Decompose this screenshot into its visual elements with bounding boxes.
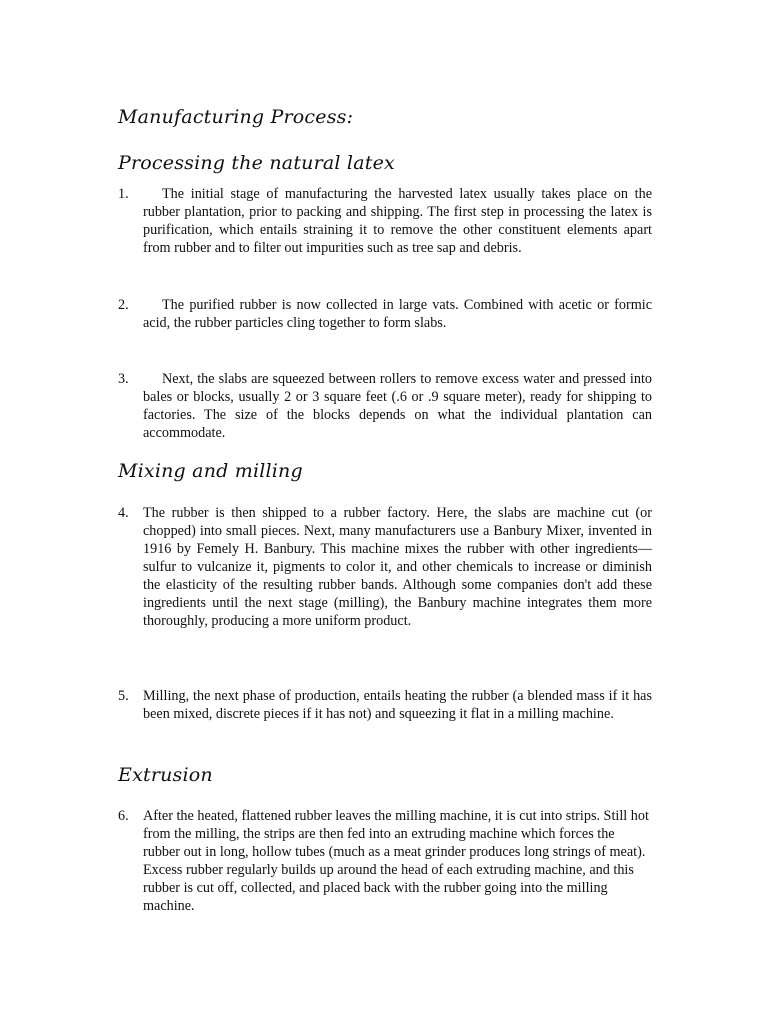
list-item-text: The rubber is then shipped to a rubber factory. Here, the slabs are machine cut (or chopped) into small pieces. Next, many manufacturers use a Banbury Mixer, invented in 1916 by Femely H. Banbury. This machine mixes the rubber with other ingredients—sulfur to vulcanize it, pigments to color it, and other chemicals to increase or diminish the elasticity of the resulting rubber bands. Although some companies don't add these ingredients until the next stage (milling), the Banbury machine integrates them more thoroughly, producing a more uniform product. [143,505,652,629]
list-item-number: 5. [118,688,129,704]
list-item-6 [118,807,652,915]
list-item-3 [118,370,652,442]
section-heading-processing: Processing the natural latex [118,152,395,174]
document-title: Manufacturing Process: [118,106,354,128]
list-item-text: The initial stage of manufacturing the harvested latex usually takes place on the rubber plantation, prior to packing and shipping. The first step in processing the latex is purification, which entails straining it to remove the other constituent elements apart from rubber and to filter out impurities such as tree sap and debris. [143,186,652,256]
list-item-1 [118,185,652,257]
list-item-text: The purified rubber is now collected in large vats. Combined with acetic or formic acid, the rubber particles cling together to form slabs. [143,297,652,331]
list-item-number: 6. [118,808,129,824]
list-item-number: 4. [118,505,129,521]
section-heading-extrusion: Extrusion [118,764,213,786]
list-item-text: Milling, the next phase of production, entails heating the rubber (a blended mass if it has been mixed, discrete pieces if it has not) and squeezing it flat in a milling machine. [143,688,652,722]
list-item-5 [118,687,652,723]
list-item-number: 3. [118,371,129,387]
section-heading-mixing: Mixing and milling [118,460,303,482]
list-item-number: 2. [118,297,129,313]
list-item-text: Next, the slabs are squeezed between rollers to remove excess water and pressed into bales or blocks, usually 2 or 3 square feet (.6 or .9 square meter), ready for shipping to factories. The size of the blocks depends on what the individual plantation can accommodate. [143,371,652,441]
list-item-text: After the heated, flattened rubber leaves the milling machine, it is cut into strips. Still hot from the milling, the strips are then fed into an extruding machine which forces the rubber out in long, hollow tubes (much as a meat grinder produces long strings of meat). Excess rubber regularly builds up around the head of each extruding machine, and this rubber is cut off, collected, and placed back with the rubber going into the milling machine. [143,808,649,914]
list-item-2 [118,296,652,332]
list-item-number: 1. [118,186,129,202]
list-item-4 [118,504,652,630]
